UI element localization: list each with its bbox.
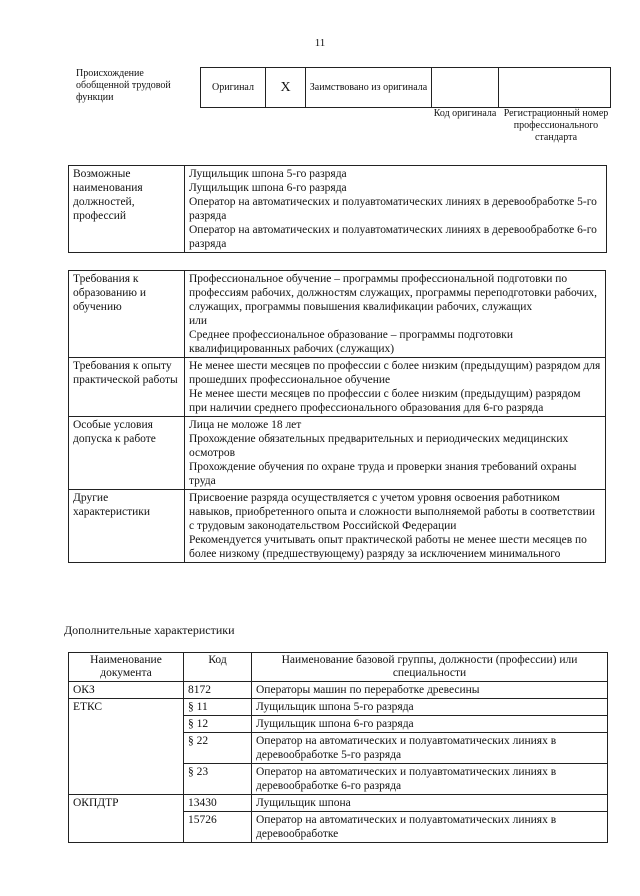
original-code-cell xyxy=(432,68,499,108)
doc-cell: ОКПДТР xyxy=(69,795,184,843)
code-cell: § 23 xyxy=(184,764,252,795)
education-line: Среднее профессиональное образование – программы подготовки квалифицированных рабочих (служащих) xyxy=(189,329,514,355)
original-mark: X xyxy=(266,68,306,108)
table-row xyxy=(69,682,608,699)
education-line: или xyxy=(189,315,208,327)
code-cell: 15726 xyxy=(184,812,252,843)
other-label: Другие характеристики xyxy=(69,490,185,563)
names-label: Возможные наименования должностей, профессий xyxy=(69,166,185,253)
name-cell: Оператор на автоматических и полуавтоматических линиях в деревообработке xyxy=(252,812,608,843)
name-cell: Оператор на автоматических и полуавтоматических линиях в деревообработке 5-го разряда xyxy=(252,733,608,764)
table-row xyxy=(69,699,608,716)
names-table xyxy=(68,165,607,253)
admission-label: Особые условия допуска к работе xyxy=(69,417,185,490)
admission-line: Лица не моложе 18 лет xyxy=(189,419,302,431)
code-cell: § 11 xyxy=(184,699,252,716)
original-label: Оригинал xyxy=(201,68,266,108)
names-values xyxy=(185,166,607,253)
code-cell: § 12 xyxy=(184,716,252,733)
name-cell: Оператор на автоматических и полуавтоматических линиях в деревообработке 6-го разряда xyxy=(252,764,608,795)
other-line: Присвоение разряда осуществляется с учетом уровня освоения работником навыков, приобретенного опыта и сложности выполняемой работы в соответствии с трудовым законодательством Российской Федерации xyxy=(189,492,595,532)
name-cell: Лущильщик шпона 6-го разряда xyxy=(252,716,608,733)
experience-line: Не менее шести месяцев по профессии с более низким (предыдущим) разрядом для прошедших профессиональное обучение xyxy=(189,360,601,386)
doc-cell: ОКЗ xyxy=(69,682,184,699)
name-cell: Лущильщик шпона xyxy=(252,795,608,812)
page-number: 11 xyxy=(314,37,326,49)
other-values xyxy=(185,490,606,563)
other-line: Рекомендуется учитывать опыт практической работы не менее шести месяцев по более низкому (предшествующему) разряду за исключением минимального xyxy=(189,534,587,560)
name-cell: Лущильщик шпона 5-го разряда xyxy=(252,699,608,716)
requirements-table xyxy=(68,270,606,563)
names-line: Лущильщик шпона 5-го разряда xyxy=(189,168,347,180)
origin-table xyxy=(200,67,611,108)
code-cell: 8172 xyxy=(184,682,252,699)
name-cell: Операторы машин по переработке древесины xyxy=(252,682,608,699)
education-line: Профессиональное обучение – программы профессиональной подготовки по профессиям рабочих, должностям служащих, программы переподготовки рабочих, служащих, программы повышения квалификации рабочих, служащих xyxy=(189,273,597,313)
experience-values xyxy=(185,358,606,417)
header-name: Наименование базовой группы, должности (профессии) или специальности xyxy=(252,653,608,682)
education-label: Требования к образованию и обучению xyxy=(69,271,185,358)
reg-caption: Регистрационный номер профессионального стандарта xyxy=(503,108,609,143)
names-line: Оператор на автоматических и полуавтоматических линиях в деревообработке 6-го разряда xyxy=(189,224,597,250)
names-line: Оператор на автоматических и полуавтоматических линиях в деревообработке 5-го разряда xyxy=(189,196,597,222)
header-code: Код xyxy=(184,653,252,682)
admission-line: Прохождение обучения по охране труда и проверки знания требований охраны труда xyxy=(189,461,577,487)
origin-label: Происхождение обобщенной трудовой функции xyxy=(76,68,171,103)
registration-number-cell xyxy=(499,68,611,108)
education-values xyxy=(185,271,606,358)
names-line: Лущильщик шпона 6-го разряда xyxy=(189,182,347,194)
experience-label: Требования к опыту практической работы xyxy=(69,358,185,417)
doc-cell: ЕТКС xyxy=(69,699,184,795)
admission-values xyxy=(185,417,606,490)
extra-table xyxy=(68,652,608,843)
table-row xyxy=(69,795,608,812)
header-document: Наименование документа xyxy=(69,653,184,682)
code-cell: § 22 xyxy=(184,733,252,764)
borrowed-label: Заимствовано из оригинала xyxy=(306,68,432,108)
experience-line: Не менее шести месяцев по профессии с более низким (предыдущим) разрядом при наличии среднего профессионального образования для 6-го разряда xyxy=(189,388,581,414)
admission-line: Прохождение обязательных предварительных и периодических медицинских осмотров xyxy=(189,433,569,459)
code-cell: 13430 xyxy=(184,795,252,812)
extra-title: Дополнительные характеристики xyxy=(64,623,235,637)
code-caption: Код оригинала xyxy=(433,108,497,119)
